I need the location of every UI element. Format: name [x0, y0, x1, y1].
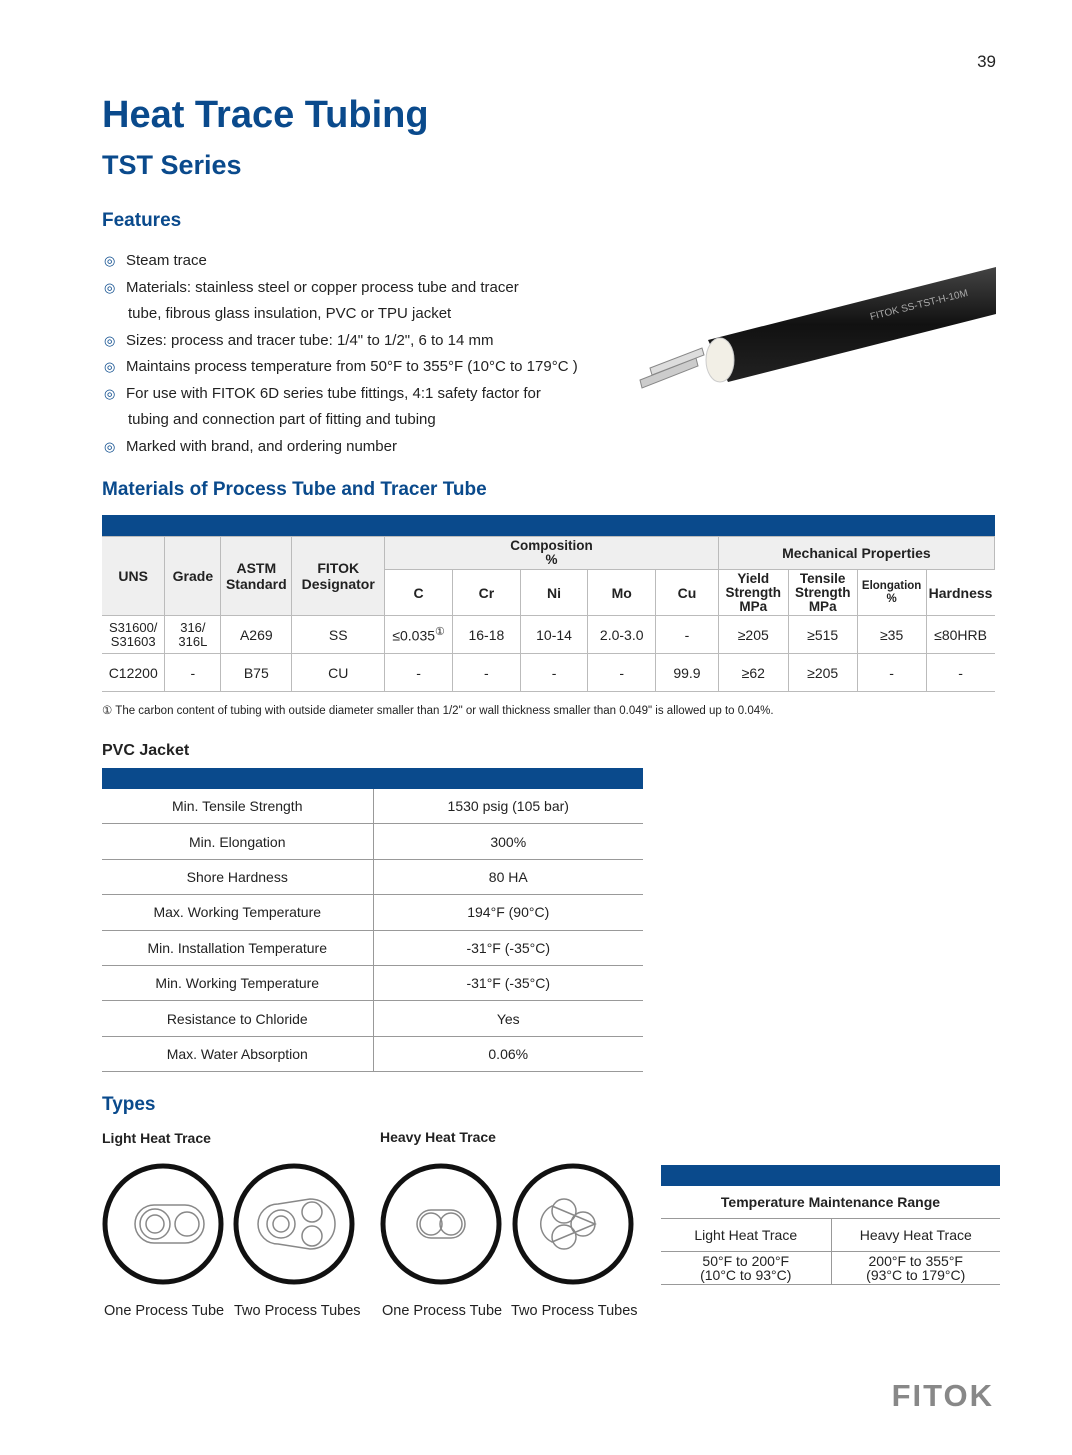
- tube-jacket: [708, 267, 996, 382]
- bullet-icon: ◎: [104, 438, 116, 454]
- types-cross-sections: [100, 1162, 640, 1294]
- bullet-icon: ◎: [104, 385, 116, 401]
- heavy-heat-trace-label: Heavy Heat Trace: [380, 1129, 496, 1145]
- temperature-table-bar: [661, 1165, 1000, 1186]
- page-number: 39: [977, 52, 996, 71]
- materials-footnote: ① The carbon content of tubing with outside diameter smaller than 1/2" or wall thickness smaller than 0.049" is allowed up to 0.04%.: [102, 705, 774, 717]
- table-row: C12200 - B75 CU - - - - 99.9 ≥62 ≥205 - -: [102, 654, 995, 692]
- pvc-table: [102, 789, 643, 1072]
- table-row: S31600/ S31603 316/ 316L A269 SS ≤0.035① 16-18 10-14 2.0-3.0 - ≥205 ≥515 ≥35 ≤80HRB: [102, 616, 995, 654]
- feature-item: ◎ Marked with brand, and ordering number: [104, 434, 664, 461]
- caption-heavy-one: One Process Tube: [382, 1303, 503, 1319]
- header-tensile: Tensile Strength MPa: [788, 570, 857, 616]
- table-row: Max. Working Temperature 194°F (90°C): [102, 895, 643, 930]
- bullet-icon: ◎: [104, 253, 116, 268]
- table-row: Light Heat Trace Heavy Heat Trace: [661, 1218, 1000, 1251]
- heavy-one-process-tube-diagram: [383, 1166, 499, 1282]
- header-grade: Grade: [165, 537, 221, 616]
- light-heat-trace-label: Light Heat Trace: [102, 1130, 211, 1146]
- features-heading: Features: [102, 210, 182, 231]
- table-row: 50°F to 200°F (10°C to 93°C) 200°F to 355°F (93°C to 179°C): [661, 1251, 1000, 1284]
- caption-light-two: Two Process Tubes: [234, 1303, 361, 1319]
- table-row: Min. Tensile Strength 1530 psig (105 bar): [102, 789, 643, 824]
- feature-item: ◎ For use with FITOK 6D series tube fittings, 4:1 safety factor for: [104, 381, 664, 408]
- feature-item-cont: tubing and connection part of fitting and tubing: [128, 411, 436, 428]
- light-two-process-tubes-diagram: [236, 1166, 352, 1282]
- features-list: [104, 248, 664, 460]
- feature-item: ◎ Maintains process temperature from 50°F to 355°F (10°C to 179°C ): [104, 354, 664, 381]
- materials-heading: Materials of Process Tube and Tracer Tube: [102, 479, 487, 500]
- heavy-two-process-tubes-diagram: [515, 1166, 631, 1282]
- header-cu: Cu: [656, 570, 719, 616]
- header-hardness: Hardness: [926, 570, 994, 616]
- series-title: TST Series: [102, 150, 242, 180]
- temperature-table: [661, 1186, 1000, 1285]
- table-row: Min. Installation Temperature -31°F (-35°C): [102, 930, 643, 965]
- brand-logo: FITOK: [891, 1378, 994, 1413]
- bullet-icon: ◎: [104, 332, 116, 348]
- header-fitok: FITOK Designator: [292, 537, 385, 616]
- materials-table-bar: [102, 515, 995, 536]
- footnote-marker: ①: [435, 626, 445, 639]
- header-uns: UNS: [102, 537, 165, 616]
- table-row: Shore Hardness 80 HA: [102, 859, 643, 894]
- header-ni: Ni: [520, 570, 588, 616]
- tube-marking: FITOK SS-TST-H-10M: [869, 287, 970, 323]
- bullet-icon: ◎: [104, 359, 116, 374]
- header-c: C: [385, 570, 453, 616]
- tube-product-image: [636, 262, 998, 402]
- types-heading: Types: [102, 1094, 156, 1115]
- table-row: Resistance to Chloride Yes: [102, 1001, 643, 1036]
- materials-table: [102, 536, 995, 692]
- light-one-process-tube-diagram: [105, 1166, 221, 1282]
- feature-item: ◎ Sizes: process and tracer tube: 1/4" to 1/2", 6 to 14 mm: [104, 328, 664, 355]
- table-row: Min. Elongation 300%: [102, 824, 643, 859]
- table-row: Min. Working Temperature -31°F (-35°C): [102, 965, 643, 1000]
- header-elongation: Elongation %: [857, 570, 926, 616]
- header-astm: ASTM Standard: [221, 537, 292, 616]
- feature-item-cont: tube, fibrous glass insulation, PVC or TPU jacket: [128, 305, 452, 322]
- temperature-header: Temperature Maintenance Range: [661, 1186, 1000, 1218]
- header-cr: Cr: [453, 570, 521, 616]
- table-row: Max. Water Absorption 0.06%: [102, 1036, 643, 1071]
- pvc-heading: PVC Jacket: [102, 742, 190, 759]
- header-composition: Composition %: [385, 537, 719, 570]
- caption-heavy-two: Two Process Tubes: [511, 1303, 638, 1319]
- feature-item: ◎ Materials: stainless steel or copper process tube and tracer: [104, 275, 664, 302]
- bullet-icon: ◎: [104, 279, 116, 295]
- header-yield: Yield Strength MPa: [718, 570, 788, 616]
- caption-light-one: One Process Tube: [104, 1303, 225, 1319]
- header-mo: Mo: [588, 570, 656, 616]
- feature-item: ◎ Steam trace: [104, 248, 664, 275]
- pvc-table-bar: [102, 768, 643, 789]
- header-mechanical: Mechanical Properties: [718, 537, 994, 570]
- page-title: Heat Trace Tubing: [102, 94, 429, 136]
- tube-insulation: [706, 338, 734, 382]
